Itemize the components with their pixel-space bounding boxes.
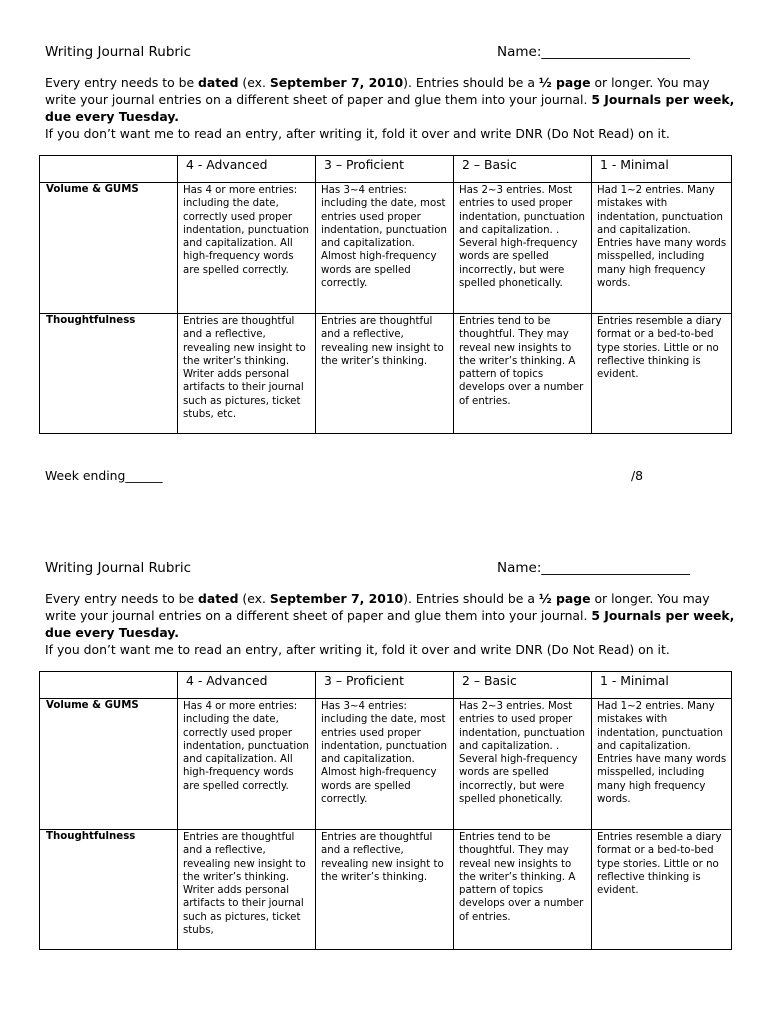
table-cell: Has 4 or more entries: including the date, correctly used proper indentation, punctuation and capitalization. All high-frequency words are spelled correctly. [178,699,316,830]
intro-dated: dated [198,591,239,606]
rubric-title: Writing Journal Rubric [45,44,192,60]
name-label: Name: [497,44,542,60]
intro-dated: dated [198,75,239,90]
intro-date-example: September 7, 2010 [269,75,404,90]
table-cell: Has 4 or more entries: including the date, correctly used proper indentation, punctuation and capitalization. All high-frequency words are spelled correctly. [178,183,316,314]
rubric-table [39,155,732,434]
table-row [40,830,732,950]
week-ending: Week ending______ [45,468,163,483]
table-cell: Entries tend to be thoughtful. They may reveal new insights to the writer’s thinking. A pattern of topics develops over a number of entries. [454,830,592,950]
table-cell: Entries resemble a diary format or a bed-to-bed type stories. Little or no reflective thinking is evident. [592,830,732,950]
table-cell: Has 2~3 entries. Most entries to used proper indentation, punctuation and capitalization. . Several high-frequency words are spelled incorrectly, but were spelled phonetically. [454,183,592,314]
table-cell: Entries are thoughtful and a reflective, revealing new insight to the writer’s thinking. Writer adds personal artifacts to their journal such as pictures, ticket stubs, [178,830,316,950]
instructions [45,74,735,142]
row-label-volume-gums: Volume & GUMS [40,183,178,314]
header-proficient: 3 – Proficient [316,672,454,699]
table-cell: Has 3~4 entries: including the date, most entries used proper indentation, punctuation and capitalization. Almost high-frequency words are spelled correctly. [316,699,454,830]
table-cell: Has 2~3 entries. Most entries to used proper indentation, punctuation and capitalization. . Several high-frequency words are spelled incorrectly, but were spelled phonetically. [454,699,592,830]
rubric-table [39,671,732,950]
header-blank [40,156,178,183]
table-cell: Entries are thoughtful and a reflective, revealing new insight to the writer’s thinking. Writer adds personal artifacts to their journal such as pictures, ticket stubs, etc. [178,314,316,434]
row-label-thoughtfulness: Thoughtfulness [40,314,178,434]
table-header-row [40,672,732,699]
header-minimal: 1 - Minimal [592,672,732,699]
header-basic: 2 – Basic [454,156,592,183]
row-label-volume-gums: Volume & GUMS [40,699,178,830]
header-proficient: 3 – Proficient [316,156,454,183]
intro-text: ). Entries should be a [403,591,539,606]
intro-five-journals: 5 Journals per week, due every Tuesday. [45,608,735,640]
table-cell: Entries are thoughtful and a reflective, revealing new insight to the writer’s thinking. [316,314,454,434]
table-cell: Entries are thoughtful and a reflective, revealing new insight to the writer’s thinking. [316,830,454,950]
intro-date-example: September 7, 2010 [269,591,404,606]
header-basic: 2 – Basic [454,672,592,699]
intro-text: or longer. You may write your journal entries on a different sheet of paper and glue them into your journal. [45,591,710,623]
name-field [497,44,690,60]
header-minimal: 1 - Minimal [592,156,732,183]
table-cell: Had 1~2 entries. Many mistakes with indentation, punctuation and capitalization. Entries have many words misspelled, including many high frequency words. [592,699,732,830]
table-row [40,183,732,314]
intro-dnr-note: If you don’t want me to read an entry, after writing it, fold it over and write DNR (Do Not Read) on it. [45,126,670,141]
name-label: Name: [497,560,542,576]
header-advanced: 4 - Advanced [178,156,316,183]
table-row [40,314,732,434]
intro-text: Every entry needs to be [45,591,199,606]
intro-text: Every entry needs to be [45,75,199,90]
rubric-title: Writing Journal Rubric [45,560,192,576]
header-advanced: 4 - Advanced [178,672,316,699]
table-cell: Entries resemble a diary format or a bed-to-bed type stories. Little or no reflective thinking is evident. [592,314,732,434]
name-line: ______________________ [541,44,690,60]
intro-half-page: ½ page [538,75,591,90]
table-cell: Has 3~4 entries: including the date, most entries used proper indentation, punctuation and capitalization. Almost high-frequency words are spelled correctly. [316,183,454,314]
header-blank [40,672,178,699]
intro-text: (ex. [238,591,270,606]
row-label-thoughtfulness: Thoughtfulness [40,830,178,950]
intro-text: or longer. You may write your journal entries on a different sheet of paper and glue them into your journal. [45,75,710,107]
name-line: ______________________ [541,560,690,576]
intro-text: ). Entries should be a [403,75,539,90]
table-row [40,699,732,830]
intro-five-journals: 5 Journals per week, due every Tuesday. [45,92,735,124]
score-total: /8 [631,468,644,483]
table-header-row [40,156,732,183]
name-field [497,560,690,576]
intro-half-page: ½ page [538,591,591,606]
intro-dnr-note: If you don’t want me to read an entry, after writing it, fold it over and write DNR (Do Not Read) on it. [45,642,670,657]
table-cell: Had 1~2 entries. Many mistakes with indentation, punctuation and capitalization. Entries have many words misspelled, including many high frequency words. [592,183,732,314]
instructions [45,590,735,658]
table-cell: Entries tend to be thoughtful. They may reveal new insights to the writer’s thinking. A pattern of topics develops over a number of entries. [454,314,592,434]
intro-text: (ex. [238,75,270,90]
